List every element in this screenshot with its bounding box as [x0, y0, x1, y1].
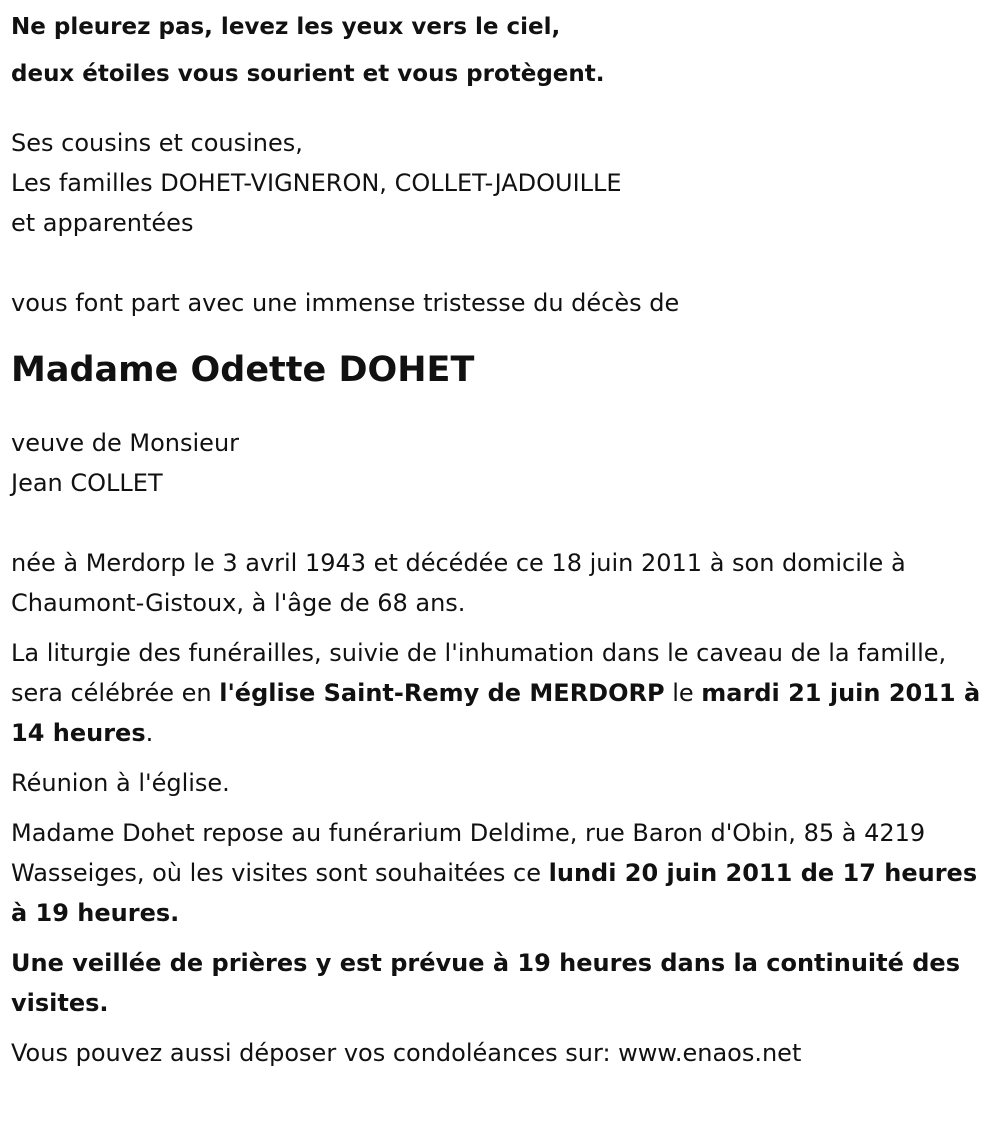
funeral-church: l'église Saint-Remy de MERDORP	[219, 679, 665, 707]
funeral-paragraph	[11, 633, 988, 753]
birth-death-paragraph: née à Merdorp le 3 avril 1943 et décédée ce 18 juin 2011 à son domicile à Chaumont-Gistoux, à l'âge de 68 ans.	[11, 549, 906, 617]
widow-block	[11, 423, 988, 503]
verse-line-1: Ne pleurez pas, levez les yeux vers le ciel,	[11, 14, 561, 40]
vigil-paragraph: Une veillée de prières y est prévue à 19 heures dans la continuité des visites.	[11, 949, 960, 1017]
announcement-text: vous font part avec une immense tristesse du décès de	[11, 289, 680, 317]
funeral-text-2: le	[664, 679, 702, 707]
viewing-text-1: Madame Dohet repose au funérarium Deldime, rue Baron d'Obin, 85 à 4219 Wasseiges, où les visites sont souhaitées ce	[11, 819, 926, 887]
family-line-2: Les familles DOHET-VIGNERON, COLLET-JADOUILLE	[11, 169, 622, 197]
viewing-paragraph	[11, 813, 988, 933]
family-block	[11, 123, 988, 243]
widow-line-2: Jean COLLET	[11, 469, 163, 497]
funeral-date: mardi 21 juin 2011 à 14 heures	[11, 679, 981, 747]
viewing-date: lundi 20 juin 2011 de 17 heures à 19 heures.	[11, 859, 978, 927]
deceased-name: Madame Odette DOHET	[11, 350, 475, 390]
family-line-1: Ses cousins et cousines,	[11, 129, 303, 157]
condolences-paragraph: Vous pouvez aussi déposer vos condoléances sur: www.enaos.net	[11, 1039, 802, 1067]
funeral-text-3: .	[145, 719, 154, 747]
family-line-3: et apparentées	[11, 209, 194, 237]
funeral-text-1: La liturgie des funérailles, suivie de l'inhumation dans le caveau de la famille, sera célébrée en	[11, 639, 947, 707]
meeting-paragraph: Réunion à l'église.	[11, 769, 230, 797]
verse-line-2: deux étoiles vous sourient et vous protègent.	[11, 61, 605, 87]
widow-line-1: veuve de Monsieur	[11, 429, 240, 457]
